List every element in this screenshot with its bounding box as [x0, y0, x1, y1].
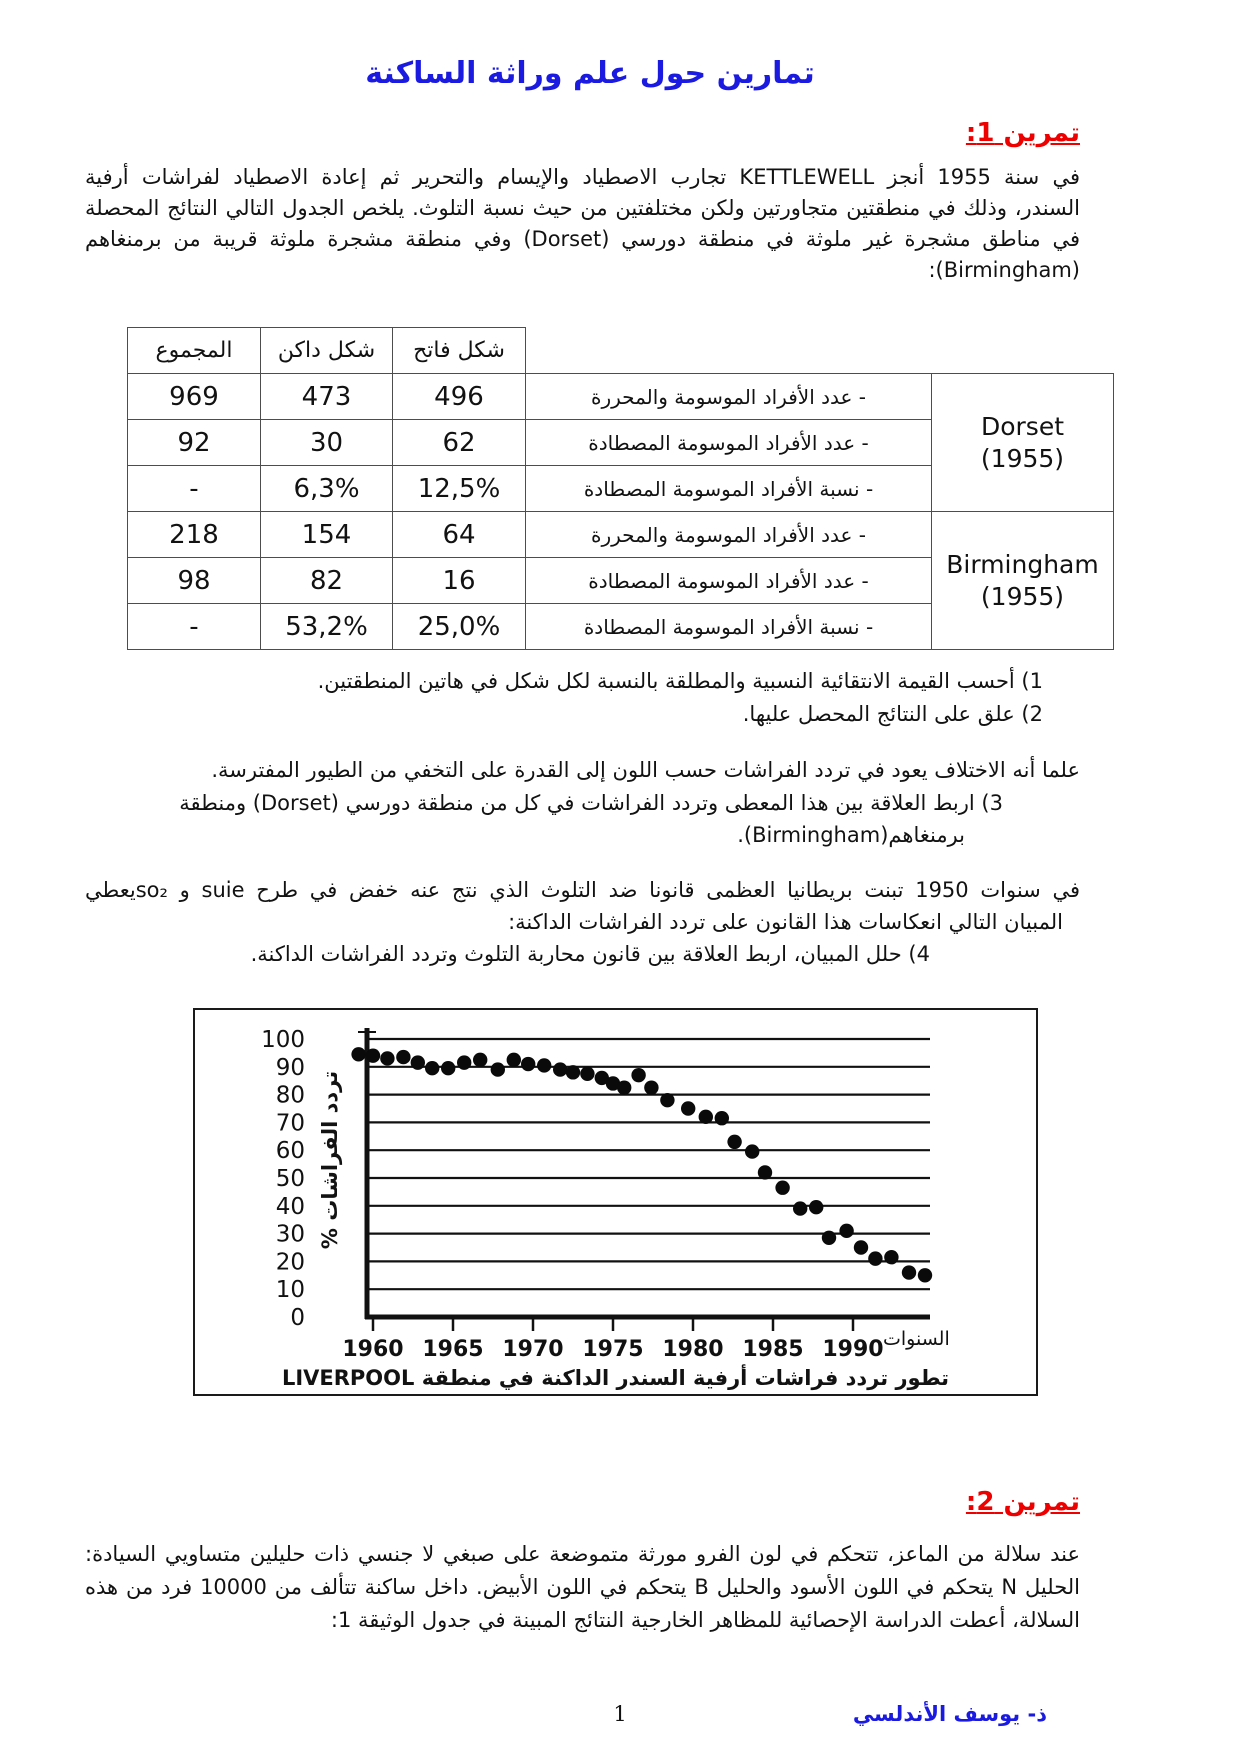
chart-y-axis-title: تردد الفراشات %	[318, 1070, 342, 1250]
x-tick-label: 1970	[502, 1337, 564, 1362]
question-3-line2: برمنغاهم(Birmingham).	[737, 823, 965, 847]
region-year: (1955)	[980, 443, 1065, 473]
row-label-cell: - نسبة الأفراد الموسومة المصطادة	[526, 604, 932, 650]
data-point	[660, 1093, 674, 1107]
footer-author: ذ- يوسف الأندلسي	[852, 1702, 1047, 1726]
data-point	[411, 1055, 425, 1069]
region-cell	[932, 512, 1114, 650]
table-cell: 473	[261, 374, 393, 420]
x-tick-label: 1990	[822, 1337, 884, 1362]
row-label-cell: - نسبة الأفراد الموسومة المصطادة	[526, 466, 932, 512]
region-cell	[932, 374, 1114, 512]
table-cell: 30	[261, 420, 393, 466]
y-tick-label: 30	[275, 1221, 305, 1248]
data-point	[366, 1048, 380, 1062]
y-tick-label: 20	[275, 1249, 305, 1276]
data-point	[351, 1047, 365, 1061]
chart-caption: تطور تردد فراشات أرفية السندر الداكنة في منطقة LIVERPOOL	[281, 1366, 950, 1390]
table-header-row	[128, 328, 1114, 374]
pollution-paragraph-line2: المبيان التالي انعكاسات هذا القانون على تردد الفراشات الداكنة:	[508, 910, 1063, 934]
table-cell: -	[128, 466, 261, 512]
note-text: علما أنه الاختلاف يعود في تردد الفراشات حسب اللون إلى القدرة على التخفي من الطيور المفترسة.	[211, 758, 1080, 782]
question-1: 1) أحسب القيمة الانتقائية النسبية والمطلقة بالنسبة لكل شكل في هاتين المنطقتين.	[317, 669, 1043, 693]
data-point	[918, 1268, 932, 1282]
data-point	[473, 1053, 487, 1067]
data-point	[566, 1065, 580, 1079]
data-point	[521, 1057, 535, 1071]
table-cell: 218	[128, 512, 261, 558]
pollution-paragraph	[85, 875, 1080, 906]
table-cell: 12,5%	[393, 466, 526, 512]
pollution-paragraph-line1: في سنوات 1950 تبنت بريطانيا العظمى قانونا ضد التلوث الذي نتج عنه خفض في طرح suie و so₂يعطي	[85, 878, 1080, 902]
data-point	[854, 1240, 868, 1254]
data-point	[631, 1068, 645, 1082]
table-cell: 16	[393, 558, 526, 604]
x-tick-label: 1985	[742, 1337, 804, 1362]
table-cell: -	[128, 604, 261, 650]
table-cell: 25,0%	[393, 604, 526, 650]
data-point	[491, 1062, 505, 1076]
y-tick-label: 70	[275, 1110, 305, 1137]
data-point	[644, 1080, 658, 1094]
y-tick-label: 10	[275, 1277, 305, 1304]
question-3-line1: 3) اربط العلاقة بين هذا المعطى وتردد الفراشات في كل من منطقة دورسي (Dorset) ومنطقة	[179, 791, 1003, 815]
table-cell: 6,3%	[261, 466, 393, 512]
data-point	[745, 1144, 759, 1158]
intro-line: السندر، وذلك في منطقتين متجاورتين ولكن مختلفتين من حيث نسبة التلوث. يلخص الجدول التالي النتائج المحصلة	[85, 196, 1080, 220]
table-cell: 62	[393, 420, 526, 466]
data-point	[822, 1231, 836, 1245]
document-title: تمارين حول علم وراثة الساكنة	[365, 56, 815, 91]
region-name: Dorset	[980, 412, 1065, 442]
table-cell: 53,2%	[261, 604, 393, 650]
table-cell: 154	[261, 512, 393, 558]
data-point	[617, 1080, 631, 1094]
y-tick-label: 60	[275, 1138, 305, 1165]
data-point	[425, 1061, 439, 1075]
question-4: 4) حلل المبيان، اربط العلاقة بين قانون محاربة التلوث وتردد الفراشات الداكنة.	[250, 942, 930, 966]
data-point	[457, 1055, 471, 1069]
table-cell: 98	[128, 558, 261, 604]
table-cell: 496	[393, 374, 526, 420]
row-label-cell: - عدد الأفراد الموسومة المصطادة	[526, 558, 932, 604]
row-label-cell: - عدد الأفراد الموسومة المصطادة	[526, 420, 932, 466]
intro-line: في مناطق مشجرة غير ملوثة في منطقة دورسي (Dorset) وفي منطقة مشجرة ملوثة قريبة من برمنغاهم	[85, 227, 1080, 251]
intro-line: الحليل N يتحكم في اللون الأسود والحليل B يتحكم في اللون الأبيض. داخل ساكنة تتألف من 10000 فرد من هذه	[85, 1575, 1080, 1599]
table-cell: 64	[393, 512, 526, 558]
row-label-cell: - عدد الأفراد الموسومة والمحررة	[526, 512, 932, 558]
data-point	[902, 1265, 916, 1279]
table-cell: 82	[261, 558, 393, 604]
x-tick-label: 1980	[662, 1337, 724, 1362]
y-tick-label: 80	[275, 1082, 305, 1109]
table-header-cell: شكل فاتح	[393, 328, 526, 374]
data-point	[580, 1067, 594, 1081]
data-point	[507, 1053, 521, 1067]
y-tick-label: 50	[275, 1166, 305, 1192]
intro-line: عند سلالة من الماعز، تتحكم في لون الفرو مورثة متموضعة على صبغي لا جنسي ذات حليلين متساويي السيادة:	[85, 1542, 1080, 1566]
question-2: 2) علق على النتائج المحصل عليها.	[742, 702, 1043, 726]
data-point	[681, 1101, 695, 1115]
table-cell: 92	[128, 420, 261, 466]
data-point	[809, 1200, 823, 1214]
data-point	[884, 1250, 898, 1264]
y-tick-label: 40	[275, 1193, 305, 1220]
data-point	[441, 1061, 455, 1075]
exercise1-intro	[85, 162, 1080, 286]
intro-line: في سنة 1955 أنجز KETTLEWELL تجارب الاصطياد والإيسام والتحرير ثم إعادة الاصطياد لفراشات أرفية	[85, 165, 1080, 189]
x-tick-label: 1975	[582, 1337, 644, 1362]
results-table	[127, 327, 1114, 650]
y-tick-label: 0	[290, 1305, 305, 1331]
data-point	[537, 1058, 551, 1072]
data-point	[727, 1135, 741, 1149]
x-tick-label: 1960	[342, 1337, 404, 1362]
intro-line: (Birmingham):	[928, 258, 1080, 282]
data-point	[380, 1051, 394, 1065]
chart-x-axis-title: السنوات	[883, 1328, 950, 1350]
data-point	[758, 1165, 772, 1179]
table-header-cell: شكل داكن	[261, 328, 393, 374]
intro-line: السلالة، أعطت الدراسة الإحصائية للمظاهر الخارجية النتائج المبينة في جدول الوثيقة 1:	[330, 1608, 1080, 1632]
frequency-chart	[193, 1008, 1038, 1396]
table-header-cell: المجموع	[128, 328, 261, 374]
data-point	[699, 1110, 713, 1124]
exercise2-heading: تمرين 2:	[965, 1487, 1080, 1517]
data-point	[868, 1251, 882, 1265]
page-number: 1	[613, 1702, 627, 1726]
y-tick-label: 100	[261, 1027, 305, 1053]
exercise2-intro	[85, 1538, 1080, 1637]
data-point	[839, 1224, 853, 1238]
exercise1-heading: تمرين 1:	[965, 118, 1080, 148]
region-year: (1955)	[980, 581, 1065, 611]
table-row	[128, 374, 1114, 420]
y-tick-label: 90	[275, 1054, 305, 1081]
data-point	[793, 1201, 807, 1215]
data-point	[553, 1062, 567, 1076]
table-row	[128, 512, 1114, 558]
data-point	[396, 1050, 410, 1064]
data-point	[715, 1111, 729, 1125]
row-label-cell: - عدد الأفراد الموسومة والمحررة	[526, 374, 932, 420]
data-point	[775, 1181, 789, 1195]
table-ghost-cell	[526, 328, 1114, 374]
region-name: Birmingham	[946, 550, 1099, 580]
table-cell: 969	[128, 374, 261, 420]
x-tick-label: 1965	[422, 1337, 484, 1362]
